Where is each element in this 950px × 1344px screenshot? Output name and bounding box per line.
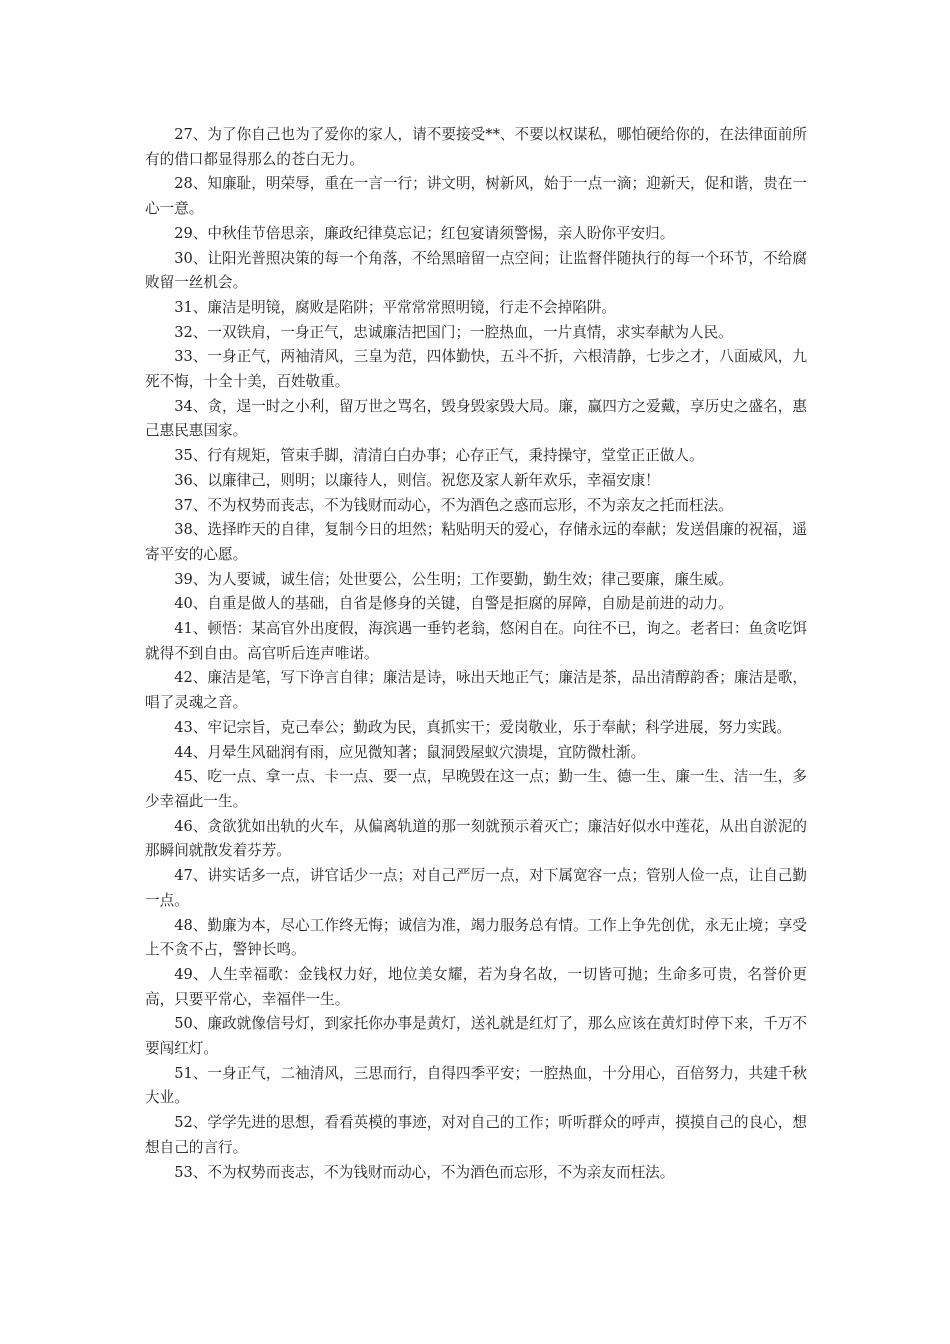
paragraph-36: 36、以廉律己，则明；以廉待人，则信。祝您及家人新年欢乐，幸福安康！ bbox=[174, 471, 660, 489]
paragraph-33: 33、一身正气，两袖清风，三皇为范，四体勤快，五斗不折，六根清静，七步之才，八面威风，九死不悔，十全十美，百姓敬重。 bbox=[145, 348, 807, 391]
paragraph-53: 53、不为权势而丧志，不为钱财而动心，不为酒色而忘形，不为亲友而枉法。 bbox=[174, 1163, 675, 1181]
paragraph-37: 37、不为权势而丧志，不为钱财而动心，不为酒色之惑而忘形，不为亲友之托而枉法。 bbox=[174, 496, 733, 514]
paragraph-34: 34、贪，逞一时之小利，留万世之骂名，毁身毁家毁大局。廉，赢四方之爱戴，享历史之盛名，惠己惠民惠国家。 bbox=[145, 397, 807, 440]
paragraph-41: 41、顿悟：某高官外出度假，海滨遇一垂钓老翁，悠闲自在。向往不已，询之。老者曰：鱼贪吃饵就得不到自由。高官听后连声唯诺。 bbox=[145, 620, 807, 662]
paragraph-40: 40、自重是做人的基础，自省是修身的关键，自警是拒腐的屏障，自励是前进的动力。 bbox=[174, 595, 733, 613]
paragraph-29: 29、中秋佳节倍思亲，廉政纪律莫忘记；红包宴请须警惕，亲人盼你平安归。 bbox=[174, 224, 675, 242]
paragraph-32: 32、一双铁肩，一身正气，忠诚廉洁把国门；一腔热血，一片真情，求实奉献为人民。 bbox=[174, 323, 733, 341]
paragraph-42: 42、廉洁是笔，写下诤言自律；廉洁是诗，咏出天地正气；廉洁是茶，品出清醇韵香；廉洁是歌，唱了灵魂之音。 bbox=[145, 669, 807, 712]
paragraph-27: 27、为了你自己也为了爱你的家人，请不要接受**、不要以权谋私，哪怕硬给你的，在法律面前所有的借口都显得那么的苍白无力。 bbox=[145, 126, 807, 168]
paragraph-44: 44、月晕生风础润有雨，应见微知著；鼠洞毁屋蚁穴溃堤，宜防微杜渐。 bbox=[174, 743, 646, 761]
paragraph-30: 30、让阳光普照决策的每一个角落，不给黑暗留一点空间；让监督伴随执行的每一个环节，不给腐败留一丝机会。 bbox=[145, 249, 807, 292]
paragraph-50: 50、廉政就像信号灯，到家托你办事是黄灯，送礼就是红灯了，那么应该在黄灯时停下来，千万不要闯红灯。 bbox=[145, 1015, 807, 1058]
paragraph-47: 47、讲实话多一点，讲官话少一点；对自己严厉一点，对下属宽容一点；管别人俭一点，让自己勤一点。 bbox=[145, 867, 807, 909]
paragraph-28: 28、知廉耻，明荣辱，重在一言一行；讲文明，树新风，始于一点一滴；迎新天，促和谐，贵在一心一意。 bbox=[145, 175, 807, 218]
paragraph-43: 43、牢记宗旨，克己奉公；勤政为民，真抓实干；爱岗敬业，乐于奉献；科学进展，努力实践。 bbox=[174, 718, 792, 736]
paragraph-45: 45、吃一点、拿一点、卡一点、要一点，早晚毁在这一点；勤一生、德一生、廉一生、洁一生，多少幸福此一生。 bbox=[145, 768, 807, 810]
paragraph-38: 38、选择昨天的自律，复制今日的坦然；粘贴明天的爱心，存储永远的奉献；发送倡廉的祝福，遥寄平安的心愿。 bbox=[145, 521, 807, 563]
paragraph-52: 52、学学先进的思想，看看英模的事迹，对对自己的工作；听听群众的呼声，摸摸自己的良心，想想自己的言行。 bbox=[145, 1114, 807, 1156]
paragraph-51: 51、一身正气，二袖清风，三思而行，自得四季平安；一腔热血，十分用心，百倍努力，共建千秋大业。 bbox=[145, 1064, 807, 1107]
paragraph-48: 48、勤廉为本，尽心工作终无悔；诚信为准，竭力服务总有情。工作上争先创优，永无止境；享受上不贪不占，警钟长鸣。 bbox=[145, 916, 807, 959]
paragraph-39: 39、为人要诚，诚生信；处世要公，公生明；工作要勤，勤生效；律己要廉，廉生威。 bbox=[174, 570, 733, 588]
paragraph-35: 35、行有规矩，管束手脚，清清白白办事；心存正气，秉持操守，堂堂正正做人。 bbox=[174, 447, 704, 465]
document-body bbox=[145, 123, 807, 1185]
paragraph-49: 49、人生幸福歌：金钱权力好，地位美女耀，若为身名故，一切皆可抛；生命多可贵，名誉价更高，只要平常心，幸福伴一生。 bbox=[145, 965, 807, 1008]
paragraph-31: 31、廉洁是明镜，腐败是陷阱；平常常常照明镜，行走不会掉陷阱。 bbox=[174, 298, 616, 316]
paragraph-46: 46、贪欲犹如出轨的火车，从偏离轨道的那一刻就预示着灭亡；廉洁好似水中莲花，从出自淤泥的那瞬间就散发着芬芳。 bbox=[145, 817, 807, 860]
